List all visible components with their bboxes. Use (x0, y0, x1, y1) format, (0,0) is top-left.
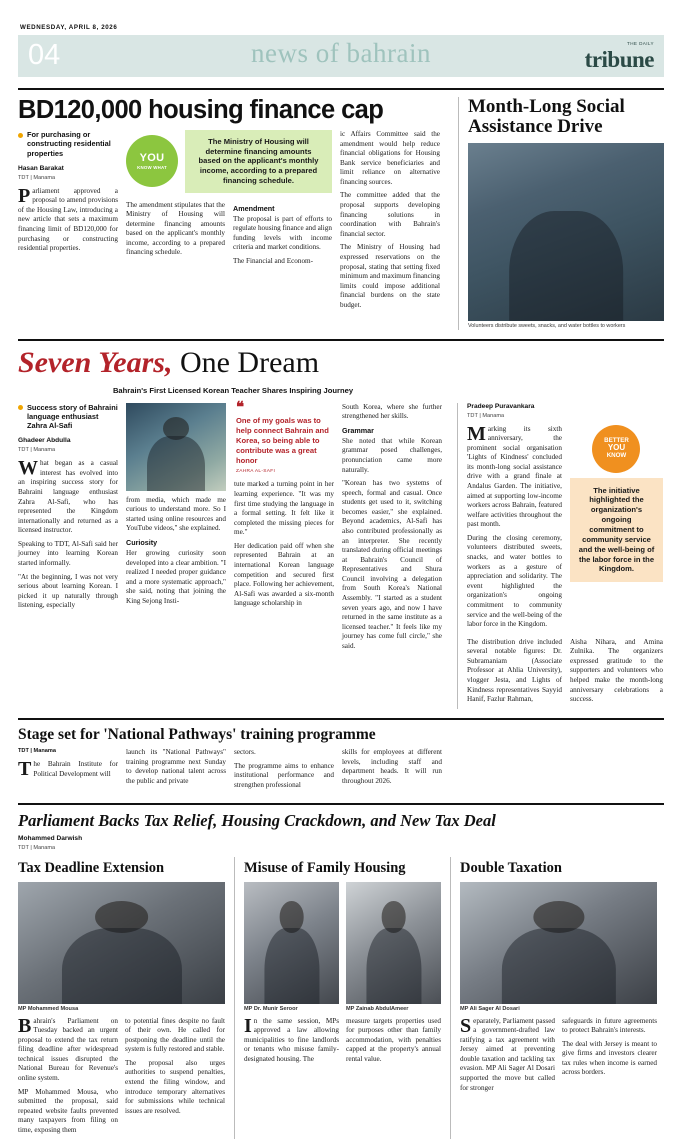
you-know-what-badge (126, 135, 178, 187)
seven-years-subhead: Bahrain's First Licensed Korean Teacher Shares Inspiring Journey (112, 385, 354, 395)
top-section (18, 88, 664, 330)
sy-paragraph: "Korean has two systems of speech, formal and casual. Once students get used to it, switching becomes easier," she explained. Beyond academics, Al-Safi has also contributed professionally as an interpreter. She recently translated during official meetings at Bahrain's Council of Representatives and Shura Council involving a delegation from South Korea's National Assembly. "I started as a student seven years ago, and now I have returned in the same institute as a licensed teacher." It feels like my journey has come full circle," she said. (342, 479, 442, 650)
dateline: WEDNESDAY, APRIL 8, 2026 (20, 24, 118, 31)
mp-sager-caption: MP Ali Sager Al Dosari (460, 1005, 520, 1012)
sy-paragraph: What began as a casual interest has evolved into an inspiring success story for Bahraini language enthusiast Zahra Al-Safi, who has represented the Kingdom internationally and returned as a licensed instructor. (18, 457, 118, 535)
parliament-byline-sub: TDT | Manama (18, 845, 56, 852)
social-assistance-story (458, 97, 664, 330)
lead-col-2-3 (126, 130, 332, 314)
lead-paragraph: The amendment stipulates that the Ministry of Housing will determine financing amounts based on the applicant's monthly income, according to a prepared financing schedule. (126, 200, 225, 257)
sy-paragraph: "At the beginning, I was not very serious about learning Korean. I picked it up naturally through listening, especially (18, 572, 118, 610)
stage-col-3 (234, 748, 334, 794)
zahra-photo (126, 403, 226, 491)
parl-paragraph: to potential fines despite no fault of their own. He called for postponing the deadline until the system is fully restored and stable. (125, 1016, 225, 1054)
volunteers-photo (468, 143, 664, 321)
lead-paragraph: The proposal is part of efforts to regulate housing finance and align funding levels with income criteria and market conditions. (233, 214, 332, 252)
seven-years-section (18, 339, 664, 709)
parl-paragraph: The deal with Jersey is meant to give firms and investors clearer tax rules when income is earned across borders. (562, 1039, 657, 1077)
mp-munir-caption: MP Dr. Munir Seroor (244, 1005, 298, 1012)
stage-col-5 (450, 748, 656, 794)
mp-mousa-photo (18, 882, 225, 1004)
mp-munir-photo (244, 882, 339, 1004)
lead-col-2 (126, 201, 225, 271)
badge-line-3: KNOW (606, 451, 627, 459)
parl-c1-a (18, 1014, 118, 1139)
sy-paragraph: from media, which made me curious to understand more. So I started using online resources and YouTube videos," she explained. (126, 495, 226, 533)
sa-byline-sub: TDT | Manama (467, 412, 505, 419)
parl-c1-b (125, 1017, 225, 1139)
sa-pullquote: The initiative highlighted the organization's ongoing commitment to community service and the well-being of the labor force in the Kingdom. (570, 478, 663, 583)
stage-col-4 (342, 748, 442, 794)
sy-subhead-grammar: Grammar (342, 425, 374, 435)
parliament-section (18, 803, 664, 1139)
parl-subhead: Double Taxation (460, 860, 562, 877)
stage-paragraph: launch its "National Pathways" training programme next Sunday to develop national talent across the public and private (126, 747, 226, 785)
mp-zainab-photo (346, 882, 441, 1004)
lead-paragraph: The committee added that the proposal supports developing financing solutions in coordination with Bahrain's financial sector. (340, 191, 440, 238)
parliament-col-double-taxation (450, 857, 657, 1139)
you-know-what-callout (126, 130, 332, 193)
parl-paragraph: safeguards in future agreements to protect Bahrain's interests. (562, 1016, 657, 1035)
masthead-bar (18, 35, 664, 77)
better-you-know-badge (592, 425, 640, 473)
parl-paragraph: measure targets properties used for purposes other than family accommodation, with penalties capped at the property's annual rental value. (346, 1016, 441, 1063)
mp-zainab-caption: MP Zainab AbdulAmeer (346, 1005, 409, 1012)
lead-paragraph: ic Affairs Committee said the amendment would help reduce financial obligations for Housing Bank service beneficiaries and limit reliance on alternative financing sources. (340, 130, 440, 186)
sy-pullquote (234, 399, 334, 475)
logo-kicker: THE DAILY (627, 41, 654, 46)
parl-c3-b (562, 1017, 657, 1098)
masthead (18, 24, 664, 82)
parliament-col-tax-deadline (18, 857, 225, 1139)
sy-paragraph: Her growing curiosity soon developed into a clear ambition. "I realized I needed proper guidance and a more systematic approach," she said, noting that joining the King Sejong Insti- (126, 548, 226, 605)
sa-paragraph: During the closing ceremony, volunteers distributed sweets, snacks, and water bottles to workers as a gesture of appreciation and solidarity. The event highlighted the organization's ongoing commitment to community service and the well-being of the labor force in the Kingdom. (467, 533, 562, 629)
seven-years-headline (18, 345, 448, 379)
lead-story (18, 97, 448, 330)
sy-subhead-curiosity: Curiosity (126, 537, 158, 547)
lead-paragraph: Parliament approved a proposal to amend provisions of the Housing Law, introducing a new article that sets a maximum financing limit of BD120,000 for purchasing or constructing residential properties. (18, 184, 118, 253)
lead-pullquote: The Ministry of Housing will determine financing amounts based on the applicant's monthly income, according to a prepared financing schedule. (185, 130, 332, 193)
parl-paragraph: Bahrain's Parliament on Tuesday backed an urgent proposal to extend the tax return filing deadline after widespread technical issues disrupted the National Bureau for Revenue's online system. (18, 1014, 118, 1082)
stage-paragraph: The programme aims to enhance institutional performance and strengthen professional (234, 761, 334, 789)
parl-c2-b (346, 1017, 441, 1069)
parl-paragraph: In the same session, MPs approved a law allowing municipalities to fine landlords or tenants who misuse family-designated housing. The (244, 1014, 339, 1063)
quote-mark-icon: ❝ (236, 399, 245, 416)
logo-wordmark: tribune (584, 46, 654, 72)
publication-logo (585, 42, 654, 71)
lead-bullet: For purchasing or constructing residential properties (18, 130, 118, 158)
sa-paragraph: Aisha Nihara, and Amina Zulnika. The organizers expressed gratitude to the supporters and volunteers who helped make the month-long anniversary celebrations a success. (569, 637, 663, 704)
sy-col-1 (18, 403, 118, 656)
parl-paragraph: The proposal also urges authorities to suspend penalties, extend the filing window, and introduce temporary alternatives for submissions while technical issues are resolved. (125, 1058, 225, 1115)
lead-subhead: Amendment (233, 203, 275, 213)
lead-headline: BD120,000 housing finance cap (18, 96, 384, 124)
sy-paragraph: South Korea, where she further strengthened her skills. (342, 402, 442, 421)
social-assistance-headline: Month-Long Social Assistance Drive (468, 96, 625, 137)
parl-paragraph: Separately, Parliament passed a government-drafted law ratifying a tax agreement with Jersey aimed at preventing double taxation and tackling tax evasion. MP Ali Sager Al Dosari supported the move but called for stronger (460, 1014, 555, 1092)
stage-paragraph: sectors. (234, 747, 256, 756)
sy-paragraph: tute marked a turning point in her learning experience. "It was my first time studying the language in a formal setting. It felt like it completed the missing pieces for me." (234, 480, 334, 537)
social-assistance-body (457, 403, 663, 709)
headline-part-black: One Dream (172, 345, 320, 379)
lead-paragraph: The Ministry of Housing had expressed reservations on the proposal, stating that setting fixed minimum and maximum financing limits could impose additional financial burdens on the state budget. (340, 243, 441, 309)
stage-paragraph: The Bahrain Institute for Political Development will (18, 757, 118, 780)
masthead-title: news of bahrain (251, 38, 431, 68)
mp-mousa-caption: MP Mohammed Mousa (18, 1005, 79, 1012)
parl-paragraph: MP Mohammed Mousa, who submitted the proposal, said repeated website faults prevented many taxpayers from filing on time, exposing them (18, 1087, 118, 1134)
volunteers-photo-caption: Volunteers distribute sweets, snacks, and water bottles to workers (468, 322, 626, 329)
sy-col-3 (234, 399, 334, 656)
lead-col-3 (233, 201, 332, 271)
badge-line-1: YOU (139, 151, 165, 164)
sy-quote-text: One of my goals was to help connect Bahrain and Korea, so being able to contribute was a great honor (236, 416, 329, 465)
sy-paragraph: Speaking to TDT, Al-Safi said her journey into learning Korean started informally. (18, 539, 118, 568)
sy-byline-sub: TDT | Manama (18, 447, 56, 454)
lead-paragraph: The Financial and Econom- (233, 256, 314, 265)
sy-col-2 (126, 403, 226, 656)
sy-paragraph: Her dedication paid off when she represented Bahrain at an international Korean language competition and secured first place. Following her achievement, Al-Safi was awarded a six-month language scholarship in (234, 541, 334, 608)
badge-line-2: YOU (607, 443, 626, 453)
parliament-col-family-housing (234, 857, 441, 1139)
stage-headline: Stage set for 'National Pathways' training programme (18, 725, 376, 743)
sy-paragraph: She noted that while Korean grammar posed challenges, pronunciation came more naturally. (342, 436, 442, 474)
stage-section (18, 718, 664, 795)
sy-quote-attribution: ZAHRA AL-SAFI (236, 469, 276, 475)
sa-byline: Pradeep Puravankara (467, 402, 535, 410)
page-folio: 04 (28, 39, 61, 71)
lead-byline: Hasan Barakat (18, 164, 64, 172)
sa-paragraph: Marking its sixth anniversary, the prominent social organisation 'Lights of Kindness' concluded its month-long social assistance drive with a grand finale at Andalus Garden. The initiative, aimed at supporting low-income workers across Bahrain, featured welfare activities throughout the past month. (467, 422, 562, 529)
headline-part-red: Seven Years, (18, 345, 173, 379)
badge-line-1: BETTER (604, 436, 629, 444)
parl-subhead: Misuse of Family Housing (244, 860, 406, 877)
seven-years-body (18, 399, 448, 709)
lead-col-1 (18, 130, 118, 314)
lead-col-4 (340, 130, 440, 314)
mp-sager-photo (460, 882, 657, 1004)
sy-bullet: Success story of Bahraini language enthusiast Zahra Al-Safi (18, 403, 118, 431)
badge-line-2: KNOW WHAT (137, 164, 167, 170)
stage-byline: TDT | Manama (18, 747, 56, 754)
parliament-byline: Mohammed Darwish (18, 835, 83, 843)
sy-byline: Ghadeer Abdulla (18, 437, 71, 445)
parl-subhead: Tax Deadline Extension (18, 860, 165, 877)
stage-col-1 (18, 748, 118, 794)
parl-c3-a (460, 1014, 555, 1098)
stage-col-2 (126, 748, 226, 794)
parl-c2-a (244, 1014, 339, 1069)
parliament-headline: Parliament Backs Tax Relief, Housing Crackdown, and New Tax Deal (18, 811, 496, 831)
stage-paragraph: skills for employees at different levels, including staff and department heads. It will run throughout 2026. (342, 747, 442, 785)
lead-byline-sub: TDT | Manama (18, 174, 56, 181)
sa-paragraph: The distribution drive included several notable figures: Dr. Subramaniam (Associate Professor at Ahlia University), vlogger Jesta, and Lights of Kindness representatives Sayyid Hanif, Fazlur Rahman, (467, 637, 562, 704)
sy-col-4 (342, 403, 442, 656)
